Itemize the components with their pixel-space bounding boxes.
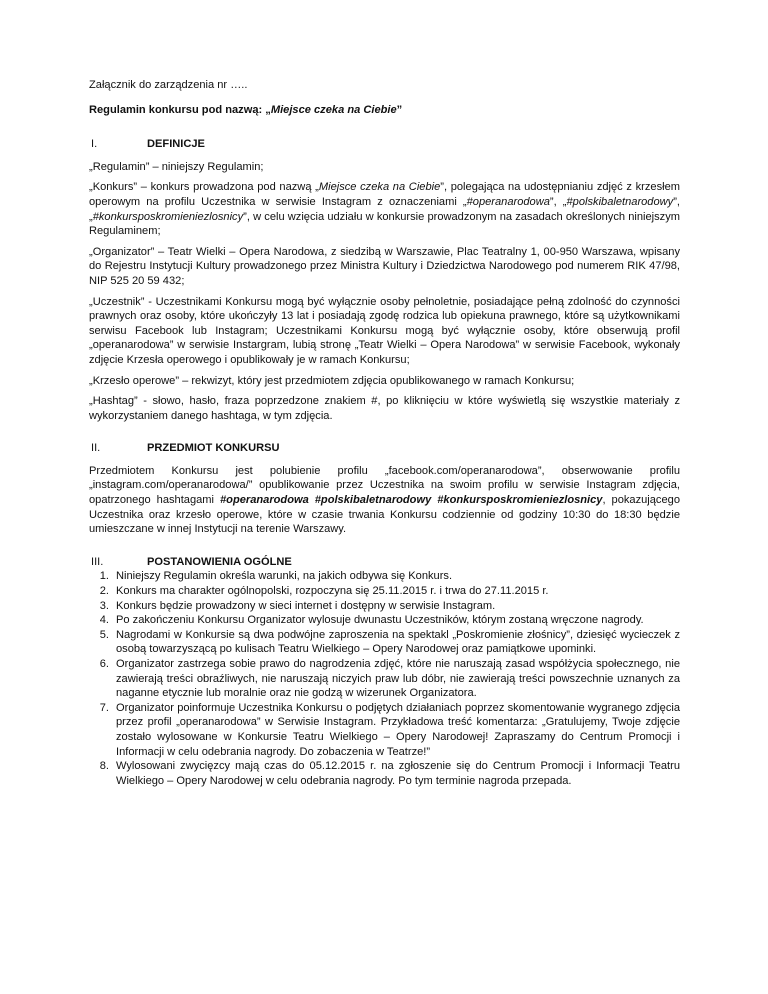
item-text: Nagrodami w Konkursie są dwa podwójne zaproszenia na spektakl „Poskromienie złośnicy”, dziesięć wycieczek z osobą towarzyszącą po kulisach Teatru Wielkiego – Opery Narodowej oraz pamiątkowe upominki. — [116, 628, 680, 656]
konkurs-part: ”, „ — [89, 195, 680, 223]
list-item — [89, 759, 680, 788]
list-item — [89, 613, 680, 628]
item-number: 3. — [99, 599, 109, 612]
item-text: Organizator poinformuje Uczestnika Konkursu o podjętych działaniach poprzez skomentowanie wygranego zdjęcia przez profil „operanarodowa” w Serwisie Instagram. Przykładowa treść komentarza: „Gratulujemy, Twoje zdjęcie zostało wylosowane w Konkursie Teatru Wielkiego – Opery Narodowej! Zapraszamy do Centrum Promocji i Informacji w celu odebrania nagrody. Do zobaczenia w Teatrze!” — [116, 701, 680, 758]
definition-konkurs — [89, 180, 680, 238]
konkurs-name: Miejsce czeka na Ciebie — [318, 181, 441, 194]
subject-hashtags: #operanarodowa #polskibaletnarodowy #konkursposkromieniezlosnicy — [220, 494, 603, 507]
item-text: Organizator zastrzega sobie prawo do nagrodzenia zdjęć, które nie naruszają zasad współżycia społecznego, nie zawierają treści obraźliwych, nie naruszają niczyich praw lub dóbr, nie zawierają treści powszechnie uznanych za naganne etycznie lub moralnie oraz nie godzą w wizerunek Organizatora. — [116, 658, 680, 700]
list-item — [89, 569, 680, 584]
item-number: 8. — [99, 760, 109, 773]
item-text: Po zakończeniu Konkursu Organizator wylosuje dwunastu Uczestników, którym zostaną wręczone nagrody. — [116, 614, 644, 627]
konkurs-part: ”, w celu wzięcia udziału w konkursie prowadzonym na zasadach określonych niniejszym Regulaminem; — [89, 210, 680, 238]
section-definitions-heading — [89, 137, 680, 152]
title-contest-name: Miejsce czeka na Ciebie — [270, 103, 397, 116]
konkurs-part: ”, polegająca na udostępnianiu zdjęć z krzesłem operowym na profilu Uczestnika w serwisie Instagram z oznaczeniami „ — [89, 181, 681, 208]
subject-text: Przedmiotem Konkursu jest polubienie profilu „facebook.com/operanarodowa”, obserwowanie profilu „instagram.com/operanarodowa/” opublikowanie przez Uczestnika na swoim profilu w serwisie Instagram zdjęcia, opatrzonego hashtagami — [89, 464, 680, 507]
konkurs-part: „Konkurs” – konkurs prowadzona pod nazwą „ — [89, 181, 319, 194]
section-general-heading — [89, 555, 680, 570]
general-provisions-list — [89, 569, 680, 788]
subject-paragraph — [89, 464, 680, 537]
definition-hashtag: „Hashtag” - słowo, hasło, fraza poprzedzone znakiem #, po kliknięciu w które wyświetlą się wszystkie materiały z wykorzystaniem danego hashtaga, w tym zdjęcia. — [89, 395, 680, 422]
section-title: POSTANOWIENIA OGÓLNE — [147, 555, 292, 568]
attachment-line: Załącznik do zarządzenia nr ….. — [89, 79, 248, 91]
item-number: 1. — [99, 570, 109, 583]
item-number: 6. — [99, 658, 109, 670]
item-text: Niniejszy Regulamin określa warunki, na jakich odbywa się Konkurs. — [116, 570, 453, 583]
item-number: 2. — [99, 585, 109, 598]
definition-organizator: „Organizator” – Teatr Wielki – Opera Narodowa, z siedzibą w Warszawie, Plac Teatralny 1, 00-950 Warszawa, wpisany do Rejestru Instytucji Kultury prowadzonego przez Ministra Kultury i Dziedzictwa Narodowego pod numerem RIK 47/98, NIP 525 20 59 432; — [89, 245, 680, 287]
subject-text: , pokazującego Uczestnika oraz krzesło operowe, które w czasie trwania Konkursu codziennie od godziny 10:30 do 18:30 będzie umieszczane w innej Instytucji na terenie Warszawy. — [89, 494, 680, 536]
item-number: 7. — [99, 701, 109, 714]
title-prefix: Regulamin konkursu pod nazwą: „ — [89, 103, 271, 116]
section-title: DEFINICJE — [147, 138, 205, 151]
list-item — [89, 701, 680, 759]
hashtag-polskibaletnarodowy: #polskibaletnarodowy — [566, 195, 674, 208]
list-item — [89, 628, 680, 657]
section-title: PRZEDMIOT KONKURSU — [147, 442, 280, 455]
list-item — [89, 599, 680, 614]
item-text: Konkurs będzie prowadzony w sieci internet i dostępny w serwisie Instagram. — [116, 599, 496, 612]
title-suffix: ” — [396, 103, 403, 116]
hashtag-operanarodowa: #operanarodowa — [466, 195, 550, 208]
item-text: Wylosowani zwycięzcy mają czas do 05.12.2015 r. na zgłoszenie się do Centrum Promocji i Informacji Teatru Wielkiego – Opery Narodowej w celu odebrania nagrody. Po tym terminie nagroda przepada. — [116, 760, 680, 787]
item-number: 5. — [99, 628, 109, 641]
item-number: 4. — [99, 614, 109, 627]
section-number: I. — [91, 138, 98, 151]
hashtag-konkursposkromieniezlosnicy: #konkursposkromieniezlosnicy — [92, 210, 244, 223]
section-subject-heading — [89, 441, 680, 456]
konkurs-part: ”, „ — [549, 195, 567, 208]
definition-uczestnik: „Uczestnik” - Uczestnikami Konkursu mogą być wyłącznie osoby pełnoletnie, posiadające pełną zdolność do czynności prawnych oraz osoby, które ukończyły 13 lat i posiadają zgodę rodzica lub opiekuna prawnego, które są użytkownikami serwisu Facebook lub Instagram; Uczestnikami Konkursu mogą być wyłącznie osoby, które obserwują profil „operanarodowa” w serwisie Instargram, lubią stronę „Teatr Wielki – Opera Narodowa” w serwisie Facebook, wykonały zdjęcie Krzesła operowego i opublikowały je w ramach Konkursu; — [89, 295, 680, 366]
section-number: II. — [91, 442, 101, 455]
item-text: Konkurs ma charakter ogólnopolski, rozpoczyna się 25.11.2015 r. i trwa do 27.11.2015 r. — [116, 585, 549, 598]
list-item — [89, 657, 680, 701]
section-number: III. — [91, 555, 104, 568]
list-item — [89, 584, 680, 599]
definition-regulamin: „Regulamin” – niniejszy Regulamin; — [89, 160, 264, 173]
document-title — [89, 103, 680, 118]
definition-krzeslo: „Krzesło operowe” – rekwizyt, który jest przedmiotem zdjęcia opublikowanego w ramach Konkursu; — [89, 374, 575, 387]
